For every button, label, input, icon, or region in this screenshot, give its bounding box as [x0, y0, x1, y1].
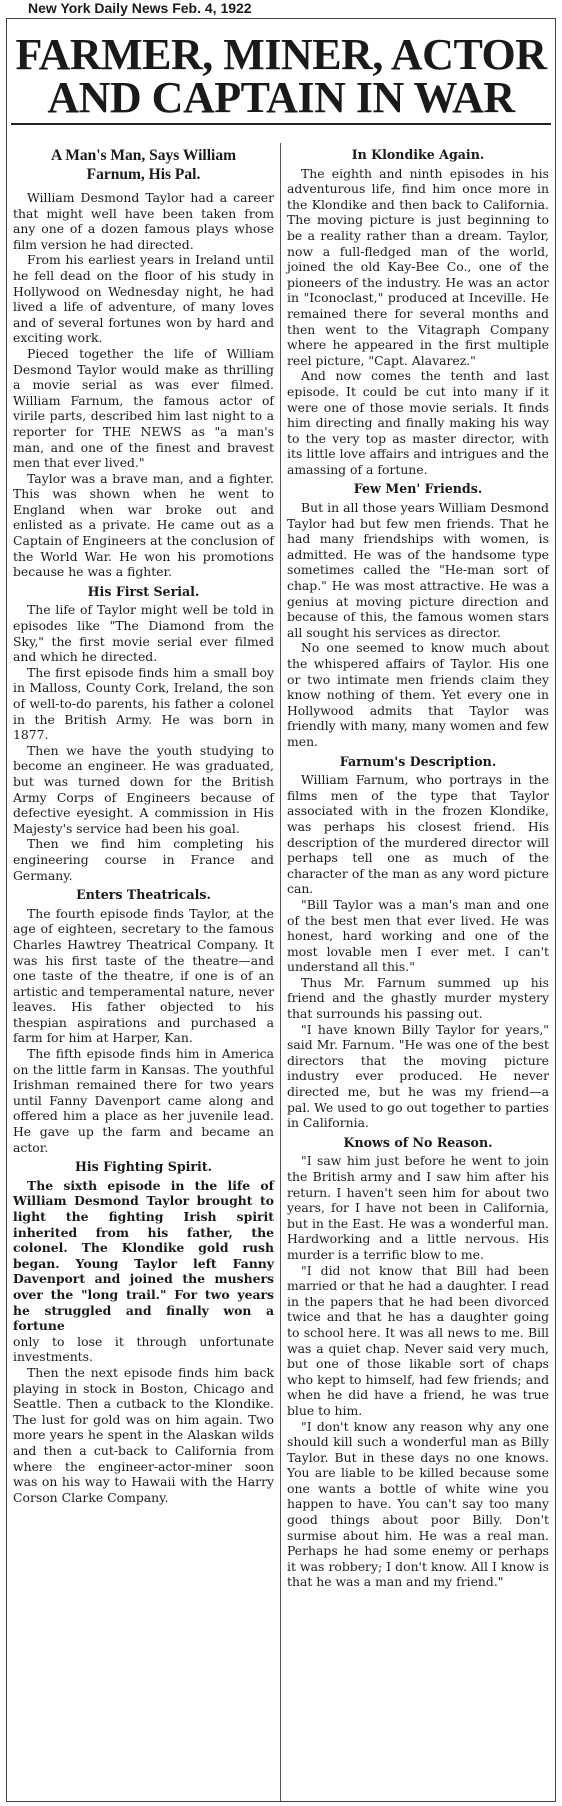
- paragraph: Thus Mr. Farnum summed up his friend and the ghastly murder mystery that surrounds his passing out.: [287, 974, 549, 1022]
- article-columns: [7, 143, 555, 1801]
- right-column: [281, 143, 555, 1801]
- paragraph: Then we find him completing his engineering course in France and Germany.: [13, 836, 274, 883]
- paragraph: "I did not know that Bill had been married or that he had a daughter. I read in the papers that he had been divorced twice and that he has a daughter going to school here. It was all news to me. Bill was a quiet chap. Never said very much, but one of those likable sort of chaps who kept to himself, had few friends; and when he did have a friend, he was true blue to him.: [287, 1262, 549, 1418]
- paragraph: Then the next episode finds him back playing in stock in Boston, Chicago and Seattle. Then a cutback to the Klondike. The lust for gold was on him again. Two more years he spent in the Alaskan wilds and then a cut-back to California from where the engineer-actor-miner soon was on his way to Hawaii with the Harry Corson Clarke Company.: [13, 1364, 274, 1505]
- paragraph: William Desmond Taylor had a career that might well have been taken from any one of a dozen famous plays whose film version he had directed.: [13, 190, 274, 252]
- paragraph: The first episode finds him a small boy in Malloss, County Cork, Ireland, the son of well-to-do parents, his father a colonel in the British Army. He was born in 1877.: [13, 664, 274, 743]
- headline-line-1: FARMER, MINER, ACTOR: [15, 30, 547, 79]
- section-heading: In Klondike Again.: [351, 147, 485, 162]
- paragraph: And now comes the tenth and last episode. It could be cut into many if it were one of those movie serials. It finds him directing and finally making his way to the very top as master director, with its little love affairs and intrigues and the amassing of a fortune.: [287, 368, 549, 477]
- source-caption: New York Daily News Feb. 4, 1922: [28, 0, 252, 16]
- paragraph: Taylor was a brave man, and a fighter. This was shown when he went to England when war broke out and enlisted as a private. He came out as a Captain of Engineers at the conclusion of the World War. He won his promotions because he was a fighter.: [13, 470, 274, 580]
- subheadline: [13, 146, 274, 184]
- headline-line-2: AND CAPTAIN IN WAR: [47, 73, 515, 122]
- newspaper-clipping: [6, 18, 556, 1802]
- paragraph: The fifth episode finds him in America on the little farm in Kansas. The youthful Irishman remained there for two years until Fanny Davenport came along and offered him a place as her juvenile lead. He gave up the farm and became an actor.: [13, 1046, 274, 1155]
- paragraph-bold: The sixth episode in the life of William Desmond Taylor brought to light the fighting Irish spirit inherited from his father, the colonel. The Klondike gold rush began. Young Taylor left Fanny Davenport and joined the mushers over the "long trail." For two years he struggled and finally won a fortune: [13, 1177, 274, 1334]
- headline: [7, 30, 555, 122]
- left-column: [7, 143, 281, 1801]
- subheadline-line-2: Farnum, His Pal.: [86, 166, 201, 183]
- paragraph: "I saw him just before he went to join the British army and I saw him after his return. I haven't seen him for about two years, for I have not been in California, but in the East. He was a wonderful man. Hardworking and a little nervous. His murder is a terrific blow to me.: [287, 1153, 549, 1262]
- section-heading: Knows of No Reason.: [343, 1134, 493, 1150]
- paragraph: "I don't know any reason why any one should kill such a wonderful man as Billy Taylor. But in these days no one knows. You are liable to be killed because some one wants a bottle of white wine you happen to have. You can't say too many good things about poor Billy. Don't surmise about him. He was a real man. Perhaps he had some enemy or perhaps it was robbery; I don't know. All I know is that he was a man and my friend.": [287, 1418, 549, 1590]
- section-heading: Few Men' Friends.: [353, 481, 483, 497]
- paragraph: Then we have the youth studying to become an engineer. He was graduated, but was turned down for the British Army Corps of Engineers because of defective eyesight. A commission in His Majesty's service had been his goal.: [13, 742, 274, 836]
- paragraph: No one seemed to know much about the whispered affairs of Taylor. His one or two intimate men friends claim they know nothing of them. Yet every one in Hollywood admits that Taylor was friendly with many, many women and few men.: [287, 640, 549, 749]
- paragraph: The eighth and ninth episodes in his adventurous life, find him once more in the Klondike and then back to California. The moving picture is just beginning to be a reality rather than a dream. Taylor, now a full-fledged man of the world, joined the old Kay-Bee Co., one of the pioneers of the industry. He was an actor in "Iconoclast," produced at Inceville. He remained there for several months and then went to the Vitagraph Company where he appeared in the first multiple reel picture, "Capt. Alavarez.": [287, 165, 549, 368]
- paragraph: The fourth episode finds Taylor, at the age of eighteen, secretary to the famous Charles Hawtrey Theatrical Company. It was his first taste of the theatre—and one taste of the theatre, if one is of an artistic and temperamental nature, never leaves. His father objected to his thespian aspirations and purchased a farm for him at Harper, Kan.: [13, 905, 274, 1046]
- paragraph: From his earliest years in Ireland until he fell dead on the floor of his study in Hollywood on Wednesday night, he had lived a life of adventure, of many loves and of several fortunes won by hard and exciting work.: [13, 252, 274, 346]
- headline-rule: [11, 123, 551, 125]
- paragraph: only to lose it through unfortunate investments.: [13, 1333, 274, 1365]
- subheadline-line-1: A Man's Man, Says William: [50, 147, 237, 164]
- section-heading: His First Serial.: [87, 583, 200, 599]
- paragraph: William Farnum, who portrays in the films men of the type that Taylor associated with in the frozen Klondike, was perhaps his closest friend. His description of the murdered director will perhaps tell one as much of the character of the man as any word picture can.: [287, 772, 549, 897]
- paragraph: Pieced together the life of William Desmond Taylor would make as thrilling a movie serial as was ever filmed. William Farnum, the famous actor of virile parts, described him last night to a reporter for THE NEWS as "a man's man, and one of the finest and bravest men that ever lived.": [13, 345, 274, 471]
- section-heading: Enters Theatricals.: [76, 887, 211, 903]
- paragraph: "Bill Taylor was a man's man and one of the best men that ever lived. He was honest, hard working and one of the most lovable men I ever met. I can't understand all this.": [287, 896, 549, 975]
- section-heading: His Fighting Spirit.: [74, 1159, 213, 1175]
- section-heading: Farnum's Description.: [339, 753, 497, 769]
- paragraph: The life of Taylor might well be told in episodes like "The Diamond from the Sky," the first movie serial ever filmed and which he directed.: [13, 602, 274, 665]
- paragraph: "I have known Billy Taylor for years," said Mr. Farnum. "He was one of the best directors that the moving picture industry ever produced. He never directed me, but he was my friend—a pal. We used to go out together to parties in California.: [287, 1021, 549, 1131]
- paragraph: But in all those years William Desmond Taylor had but few men friends. That he had many friendships with women, is admitted. He was of the handsome type sometimes called the "He-man sort of chap." He was most attractive. He was a genius at moving picture direction and because of this, the famous women stars all sought his services as director.: [287, 500, 549, 640]
